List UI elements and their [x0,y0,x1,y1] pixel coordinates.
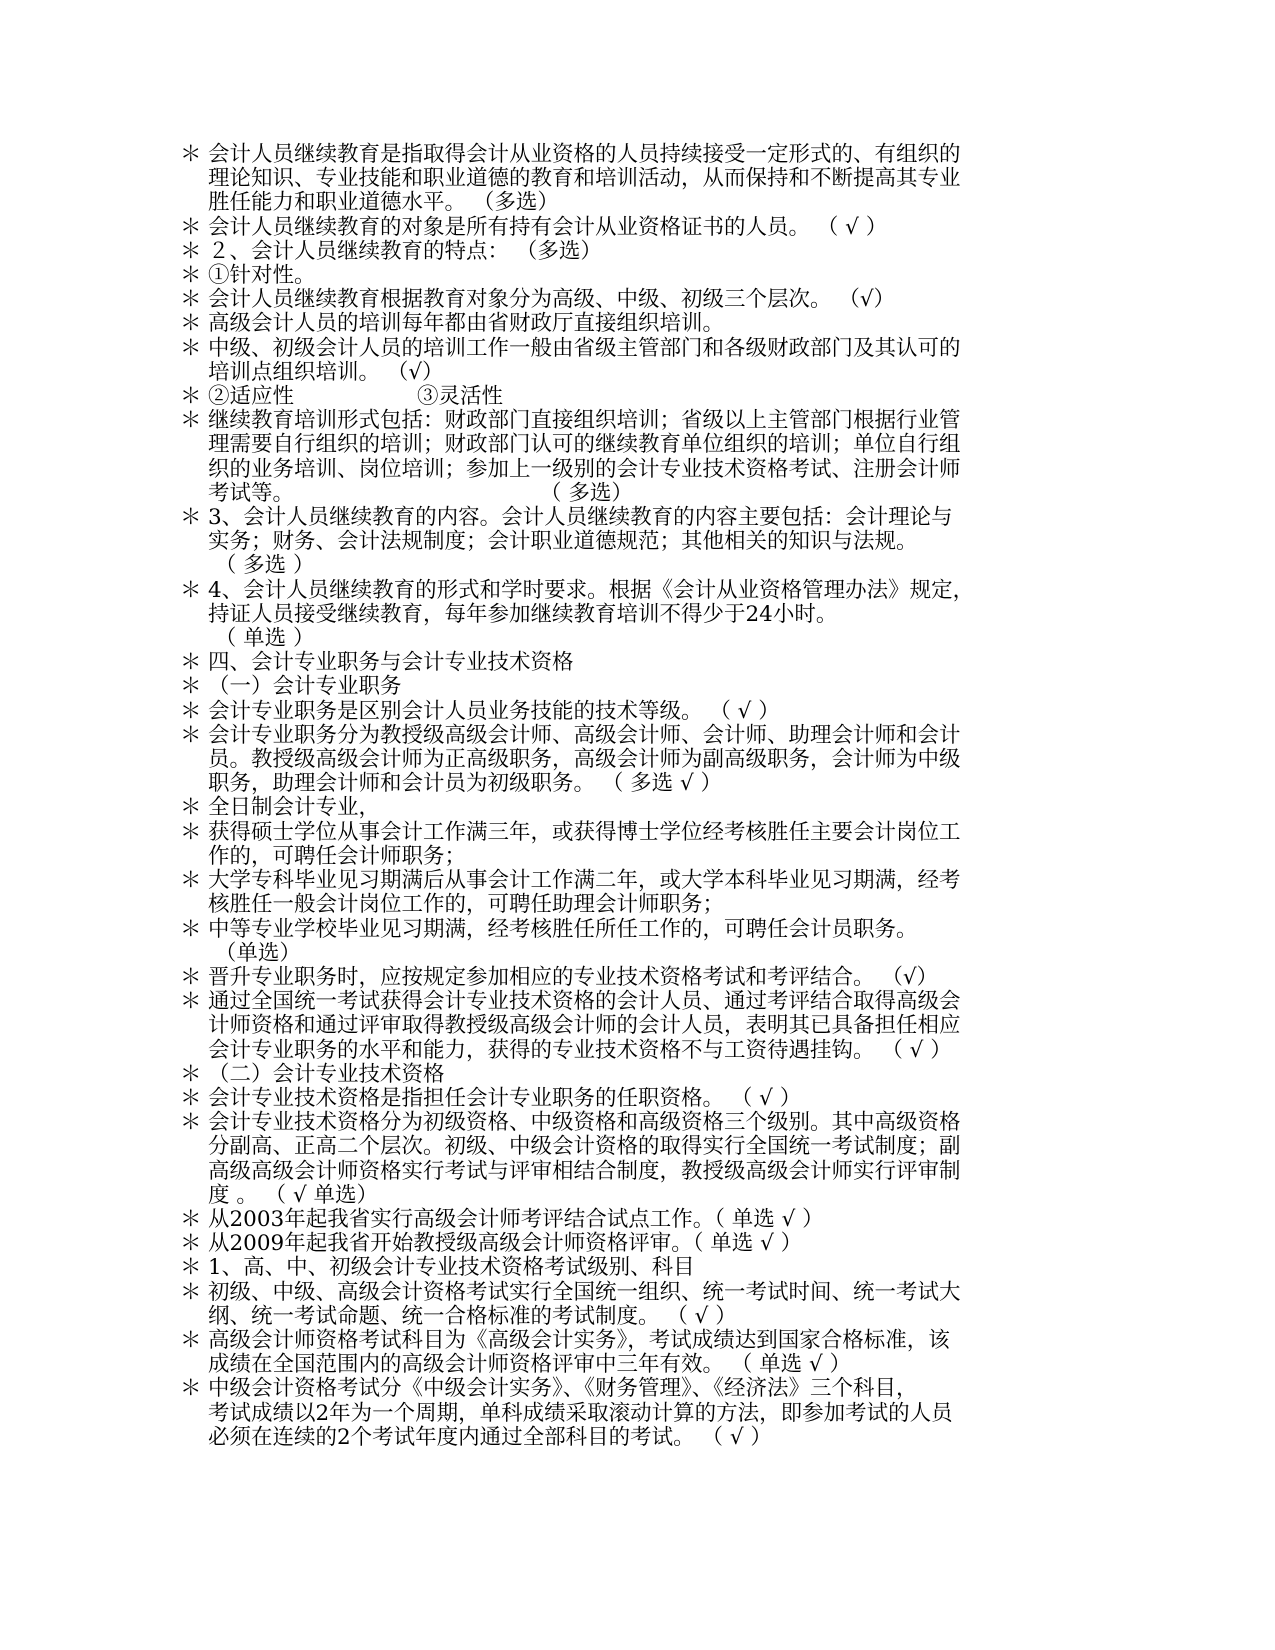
list-item [180,990,1075,1063]
list-item [180,869,1075,917]
list-item [180,1377,1075,1450]
list-item [180,700,1075,724]
text-line: 通过全国统一考试获得会计专业技术资格的会计人员、通过考评结合取得高级会 [208,989,961,1015]
text-line: 中级、初级会计人员的培训工作一般由省级主管部门和各级财政部门及其认可的 [208,335,961,361]
document-page [180,143,1075,1450]
text-line: 四、会计专业职务与会计专业技术资格 [208,650,574,676]
list-item [180,288,1075,312]
text-line: 会计人员继续教育的对象是所有持有会计从业资格证书的人员。 （ √ ） [208,214,888,240]
item-text [208,918,1075,966]
bullet-icon: ＊ [180,214,202,240]
list-item [180,1329,1075,1377]
text-line: 核胜任一般会计岗位工作的，可聘任助理会计师职务； [208,892,725,918]
list-item [180,651,1075,675]
bullet-icon: ＊ [180,238,202,264]
text-line: 理论知识、专业技能和职业道德的教育和培训活动，从而保持和不断提高其专业 [208,166,961,192]
text-line: 会计专业技术资格分为初级资格、中级资格和高级资格三个级别。其中高级资格 [208,1110,961,1136]
text-line: 会计人员继续教育根据教育对象分为高级、中级、初级三个层次。 （√） [208,287,896,313]
text-line: 4、会计人员继续教育的形式和学时要求。根据《会计从业资格管理办法》规定， [208,577,975,603]
bullet-icon: ＊ [180,263,202,289]
bullet-icon: ＊ [180,1231,202,1257]
text-line: 1、高、中、初级会计专业技术资格考试级别、科目 [208,1255,695,1281]
list-item [180,1232,1075,1256]
list-item [180,821,1075,869]
item-text [208,1377,1075,1450]
item-text [208,1087,1075,1111]
text-line: 继续教育培训形式包括：财政部门直接组织培训；省级以上主管部门根据行业管 [208,408,961,434]
text-line: 晋升专业职务时，应按规定参加相应的专业技术资格考试和考评结合。 （√） [208,964,939,990]
bullet-icon: ＊ [180,1376,202,1402]
text-line: 中级会计资格考试分《中级会计实务》、《财务管理》、《经济法》三个科目， [208,1376,918,1402]
text-line: 持证人员接受继续教育，每年参加继续教育培训不得少于24小时。 [208,601,838,627]
bullet-icon: ＊ [180,650,202,676]
bullet-icon: ＊ [180,1110,202,1136]
list-item [180,1281,1075,1329]
list-item [180,1111,1075,1208]
bullet-icon: ＊ [180,505,202,531]
item-text [208,1063,1075,1087]
item-text [208,1208,1075,1232]
text-line: 培训点组织培训。 （√） [208,359,444,385]
text-line: 会计人员继续教育是指取得会计从业资格的人员持续接受一定形式的、有组织的 [208,142,961,167]
item-text [208,796,1075,820]
list-item [180,312,1075,336]
text-line: 必须在连续的2个考试年度内通过全部科目的考试。 （ √ ） [208,1424,772,1450]
bullet-icon: ＊ [180,1327,202,1353]
list-item [180,1208,1075,1232]
item-text [208,143,1075,216]
text-line: 职务，助理会计师和会计员为初级职务。 （ 多选 √ ） [208,771,723,797]
bullet-icon: ＊ [180,674,202,700]
item-text [208,409,1075,506]
text-line: 胜任能力和职业道德水平。 （多选） [208,190,559,216]
bullet-icon: ＊ [180,964,202,990]
list-item [180,966,1075,990]
text-line: 员。教授级高级会计师为正高级职务，高级会计师为副高级职务，会计师为中级 [208,747,961,773]
item-text [208,1281,1075,1329]
bullet-icon: ＊ [180,335,202,361]
item-text [208,579,1075,652]
item-text [208,337,1075,385]
text-line: （单选） [208,940,301,966]
list-item [180,1087,1075,1111]
bullet-icon: ＊ [180,1085,202,1111]
bullet-icon: ＊ [180,698,202,724]
text-line: 考试等。 （ 多选） [208,480,633,506]
list-item [180,216,1075,240]
bullet-icon: ＊ [180,142,202,167]
bullet-icon: ＊ [180,819,202,845]
text-line: 获得硕士学位从事会计工作满三年，或获得博士学位经考核胜任主要会计岗位工 [208,819,961,845]
text-line: 实务；财务、会计法规制度；会计职业道德规范；其他相关的知识与法规。 [208,529,918,555]
text-line: 高级高级会计师资格实行考试与评审相结合制度，教授级高级会计师实行评审制 [208,1158,961,1184]
item-text [208,288,1075,312]
list-item [180,796,1075,820]
text-line: 从2009年起我省开始教授级高级会计师资格评审。（ 单选 √ ） [208,1231,803,1257]
list-item [180,385,1075,409]
text-line: 从2003年起我省实行高级会计师考评结合试点工作。（ 单选 √ ） [208,1206,824,1232]
item-text [208,869,1075,917]
text-line: 理需要自行组织的培训；财政部门认可的继续教育单位组织的培训；单位自行组 [208,432,961,458]
list-item [180,337,1075,385]
list-item [180,264,1075,288]
text-line: 计师资格和通过评审取得教授级高级会计师的会计人员，表明其已具备担任相应 [208,1013,961,1039]
text-line: 会计专业技术资格是指担任会计专业职务的任职资格。 （ √ ） [208,1085,802,1111]
text-line: （ 多选 ） [208,553,315,579]
item-text [208,506,1075,579]
text-line: （ 单选 ） [208,626,315,652]
text-line: 考试成绩以2年为一个周期，单科成绩采取滚动计算的方法，即参加考试的人员 [208,1400,953,1426]
item-text [208,990,1075,1063]
list-item [180,506,1075,579]
list-item [180,1063,1075,1087]
text-line: ②适应性 ③灵活性 [208,384,504,410]
bullet-icon: ＊ [180,1255,202,1281]
item-text [208,1111,1075,1208]
text-line: 分副高、正高二个层次。初级、中级会计资格的取得实行全国统一考试制度；副 [208,1134,961,1160]
bullet-icon: ＊ [180,989,202,1015]
text-line: 纲、统一考试命题、统一合格标准的考试制度。 （ √ ） [208,1303,737,1329]
item-text [208,724,1075,797]
item-text [208,240,1075,264]
text-line: 3、会计人员继续教育的内容。会计人员继续教育的内容主要包括：会计理论与 [208,505,953,531]
text-line: 会计专业职务的水平和能力，获得的专业技术资格不与工资待遇挂钩。 （ √ ） [208,1037,952,1063]
bullet-icon: ＊ [180,1206,202,1232]
list-item [180,240,1075,264]
bullet-icon: ＊ [180,408,202,434]
bullet-icon: ＊ [180,1279,202,1305]
text-line: 中等专业学校毕业见习期满，经考核胜任所任工作的，可聘任会计员职务。 [208,916,918,942]
text-line: 会计专业职务是区别会计人员业务技能的技术等级。 （ √ ） [208,698,780,724]
item-text [208,385,1075,409]
text-line: ①针对性。 [208,263,316,289]
item-text [208,264,1075,288]
list-item [180,918,1075,966]
bullet-icon: ＊ [180,795,202,821]
item-text [208,216,1075,240]
list-item [180,579,1075,652]
text-line: （一）会计专业职务 [208,674,402,700]
bullet-icon: ＊ [180,722,202,748]
item-text [208,1329,1075,1377]
item-text [208,966,1075,990]
bullet-icon: ＊ [180,287,202,313]
text-line: 织的业务培训、岗位培训；参加上一级别的会计专业技术资格考试、注册会计师 [208,456,961,482]
text-line: 大学专科毕业见习期满后从事会计工作满二年，或大学本科毕业见习期满，经考 [208,868,961,894]
text-line: 高级会计人员的培训每年都由省财政厅直接组织培训。 [208,311,725,337]
list-item [180,143,1075,216]
list-item [180,409,1075,506]
bullet-icon: ＊ [180,384,202,410]
bullet-icon: ＊ [180,1061,202,1087]
text-line: （二）会计专业技术资格 [208,1061,445,1087]
item-text [208,700,1075,724]
bullet-icon: ＊ [180,577,202,603]
text-line: 会计专业职务分为教授级高级会计师、高级会计师、会计师、助理会计师和会计 [208,722,961,748]
text-line: 全日制会计专业， [208,795,381,821]
text-line: 度 。 （ √ 单选） [208,1182,379,1208]
text-line: 成绩在全国范围内的高级会计师资格评审中三年有效。 （ 单选 √ ） [208,1352,852,1378]
text-line: ２、会计人员继续教育的特点： （多选） [208,238,602,264]
list-item [180,724,1075,797]
item-text [208,312,1075,336]
bullet-icon: ＊ [180,916,202,942]
list-item [180,1256,1075,1280]
item-text [208,1256,1075,1280]
text-line: 初级、中级、高级会计资格考试实行全国统一组织、统一考试时间、统一考试大 [208,1279,961,1305]
list-item [180,675,1075,699]
bullet-icon: ＊ [180,868,202,894]
bullet-icon: ＊ [180,311,202,337]
item-text [208,675,1075,699]
item-text [208,821,1075,869]
item-text [208,651,1075,675]
text-line: 高级会计师资格考试科目为《高级会计实务》，考试成绩达到国家合格标准，该 [208,1327,950,1353]
text-line: 作的，可聘任会计师职务； [208,843,467,869]
item-text [208,1232,1075,1256]
